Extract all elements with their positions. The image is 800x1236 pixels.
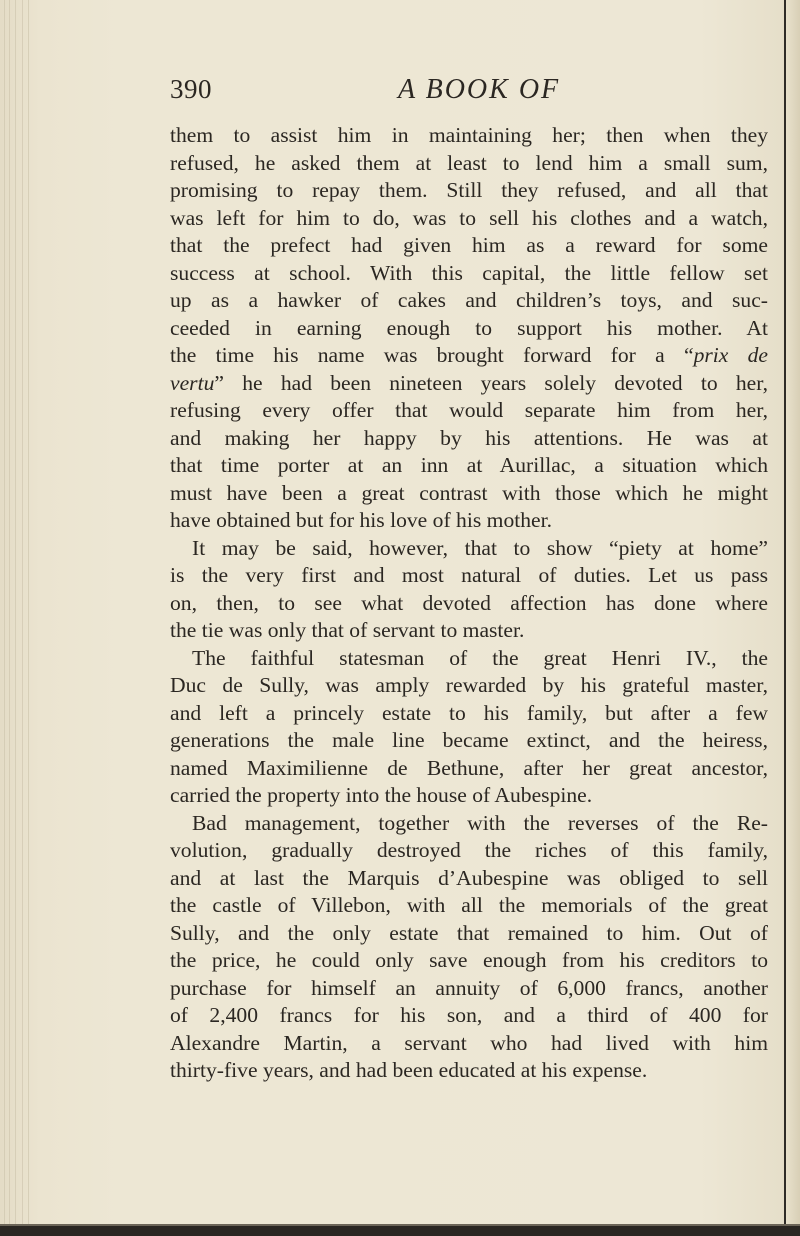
- text-line: The faithful statesman of the great Henri IV., the: [192, 645, 768, 670]
- running-head: A BOOK OF: [398, 74, 561, 105]
- text-line: that the prefect had given him as a reward for some: [170, 233, 768, 257]
- text-line: vertu” he had been nineteen years solely devoted to her,: [170, 370, 768, 395]
- text-line: the tie was only that of servant to master.: [170, 618, 525, 642]
- text-line: and at last the Marquis d’Aubespine was obliged to sell: [170, 865, 768, 890]
- text-line: up as a hawker of cakes and children’s toys, and suc-: [170, 288, 768, 312]
- text-line: is the very first and most natural of duties. Let us pass: [170, 563, 768, 587]
- text-line: them to assist him in maintaining her; then when they: [170, 123, 768, 147]
- text-line: of 2,400 francs for his son, and a third of 400 for: [170, 1003, 768, 1027]
- page-gutter: [0, 0, 36, 1236]
- text-line: was left for him to do, was to sell his clothes and a watch,: [170, 205, 768, 230]
- text-line: the castle of Villebon, with all the memorials of the great: [170, 893, 768, 917]
- text-line: on, then, to see what devoted affection has done where: [170, 590, 768, 615]
- text-line: It may be said, however, that to show “piety at home”: [192, 535, 768, 560]
- text-line: promising to repay them. Still they refused, and all that: [170, 178, 768, 202]
- text-line: must have been a great contrast with those which he might: [170, 480, 768, 505]
- text-line: Alexandre Martin, a servant who had lived with him: [170, 1030, 768, 1055]
- text-line: have obtained but for his love of his mother.: [170, 508, 553, 532]
- page-bottom-edge: [0, 1224, 800, 1236]
- page-right-edge: [784, 0, 800, 1236]
- text-line: thirty-five years, and had been educated at his expense.: [170, 1058, 648, 1082]
- page-header: [170, 74, 770, 114]
- text-line: refused, he asked them at least to lend him a small sum,: [170, 150, 768, 175]
- text-line: refusing every offer that would separate him from her,: [170, 398, 768, 422]
- text-line: purchase for himself an annuity of 6,000 francs, another: [170, 975, 768, 1000]
- text-line: named Maximilienne de Bethune, after her great ancestor,: [170, 755, 768, 780]
- text-line: Bad management, together with the reverses of the Re-: [192, 810, 768, 835]
- text-line: volution, gradually destroyed the riches of this family,: [170, 838, 768, 862]
- text-line: generations the male line became extinct, and the heiress,: [170, 728, 768, 752]
- text-line: and making her happy by his attentions. He was at: [170, 425, 768, 450]
- text-line: carried the property into the house of Aubespine.: [170, 783, 593, 807]
- text-line: success at school. With this capital, the little fellow set: [170, 260, 768, 285]
- body-text: [170, 122, 768, 1085]
- text-line: Duc de Sully, was amply rewarded by his grateful master,: [170, 673, 768, 697]
- text-line: Sully, and the only estate that remained to him. Out of: [170, 920, 768, 945]
- text-line: the price, he could only save enough from his creditors to: [170, 948, 768, 972]
- text-line: the time his name was brought forward for a “prix de: [170, 343, 768, 367]
- text-line: and left a princely estate to his family, but after a few: [170, 700, 768, 725]
- page-number: 390: [170, 74, 212, 104]
- text-line: that time porter at an inn at Aurillac, a situation which: [170, 453, 768, 477]
- text-line: ceeded in earning enough to support his mother. At: [170, 315, 768, 340]
